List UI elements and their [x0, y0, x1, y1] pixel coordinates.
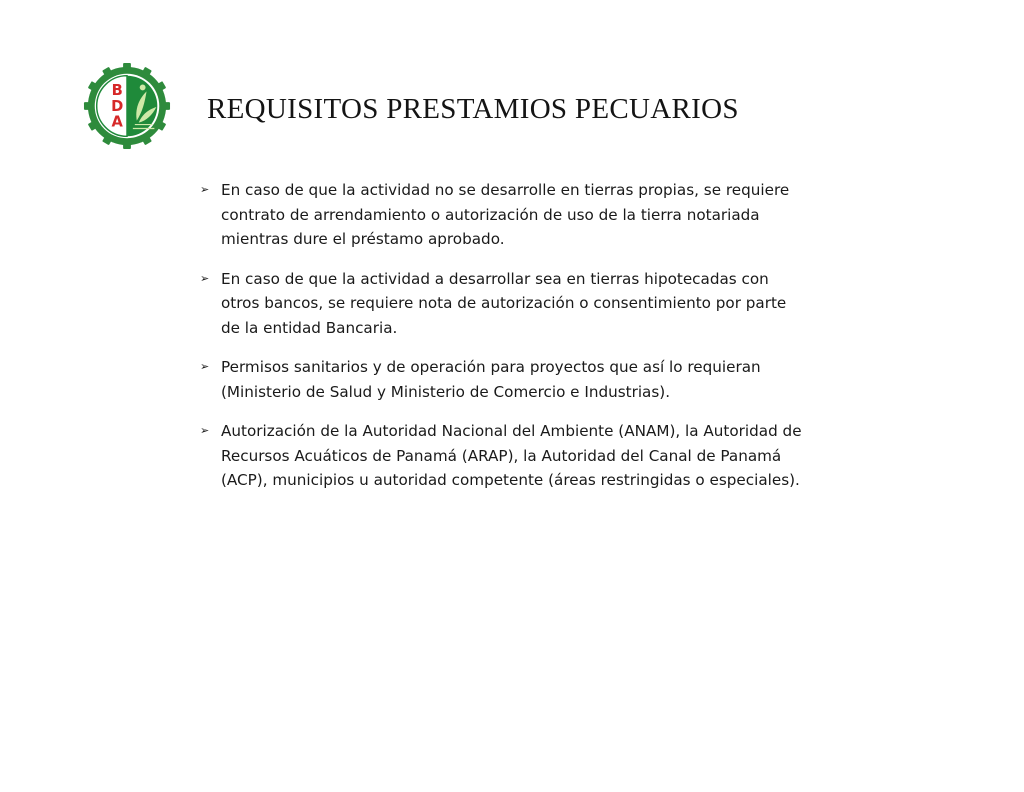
- bda-gear-logo-icon: [78, 62, 176, 150]
- list-item: [200, 355, 810, 404]
- bullet-arrow-icon: ➢: [200, 183, 210, 196]
- requirement-text: Autorización de la Autoridad Nacional del Ambiente (ANAM), la Autoridad de Recursos Acuáticos de Panamá (ARAP), la Autoridad del Canal de Panamá (ACP), municipios u autoridad competente (áreas restringidas o especiales).: [221, 422, 802, 489]
- list-item: [200, 419, 810, 493]
- requirement-text: Permisos sanitarios y de operación para proyectos que así lo requieran (Ministerio de Salud y Ministerio de Comercio e Industrias).: [221, 358, 761, 401]
- page-title: REQUISITOS PRESTAMIOS PECUARIOS: [207, 93, 739, 125]
- list-item: [200, 178, 810, 252]
- requirements-list: [200, 178, 810, 493]
- svg-text:D: D: [111, 97, 124, 115]
- svg-text:B: B: [111, 82, 123, 100]
- list-item: [200, 267, 810, 341]
- requirement-text: En caso de que la actividad no se desarrolle en tierras propias, se requiere contrato de arrendamiento o autorización de uso de la tierra notariada mientras dure el préstamo aprobado.: [221, 181, 790, 248]
- bullet-arrow-icon: ➢: [200, 424, 210, 437]
- requirement-text: En caso de que la actividad a desarrollar sea en tierras hipotecadas con otros bancos, se requiere nota de autorización o consentimiento por parte de la entidad Bancaria.: [221, 269, 787, 337]
- bullet-arrow-icon: ➢: [200, 271, 210, 285]
- bullet-arrow-icon: ➢: [200, 360, 210, 373]
- svg-text:A: A: [111, 113, 123, 131]
